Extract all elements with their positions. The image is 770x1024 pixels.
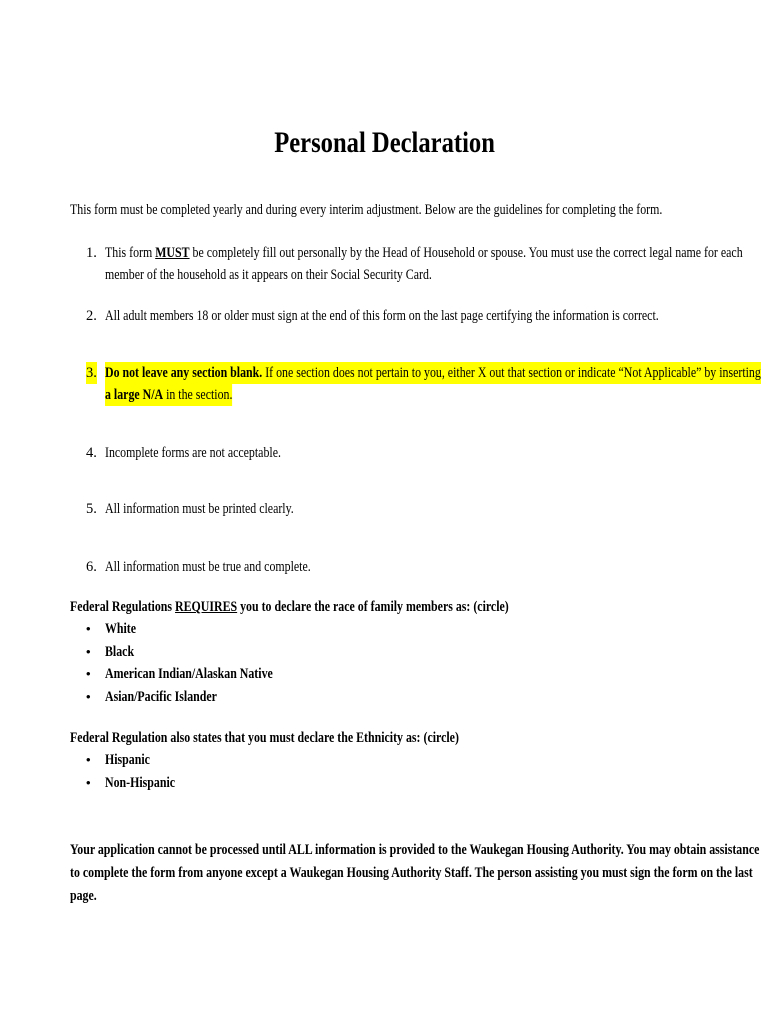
closing-line: page. <box>70 888 97 904</box>
bullet-icon: • <box>86 621 91 636</box>
must-emphasis: MUST <box>155 245 190 261</box>
requires-emphasis: REQUIRES <box>175 599 238 615</box>
item-text-line: Incomplete forms are not acceptable. <box>105 445 281 461</box>
ethnicity-heading: Federal Regulation also states that you must declare the Ethnicity as: (circle) <box>70 730 459 746</box>
intro-paragraph: This form must be completed yearly and during every interim adjustment. Below are the guidelines for completing the form. <box>70 202 663 218</box>
document-page: Personal Declaration This form must be completed yearly and during every interim adjustment. Below are the guidelines for completing the form. 1. This form MUST be completely fill out personally by the Head of Household or spouse. You must use the correct legal name for each member of the household as it appears on their Social Security Card. 2. All adult members 18 or older must sign at the end of this form on the last page certifying the information is correct. 3. Do not leave any section blank. If one section does not pertain to you, either X out that section or indicate “Not Applicable” by inserting a large N/A in the section. 4. Incomplete forms are not acceptable. 5. All information must be printed clearly. 6. All information must be true and complete. Federal Regulations REQUIRES you to declare the race of family members as: (circle) • White • Black • American Indian/Alaskan Native • Asian/Pacific Islander Federal Regulation also states that you must declare the Ethnicity as: (circle) • Hispanic • Non-Hispanic Your application cannot be processed until ALL information is provided to the Waukegan Housing Authority. You may obtain assistance to complete the form from anyone except a Waukegan Housing Authority Staff. The person assisting you must sign the form on the last page. <box>0 0 770 1024</box>
bullet-icon: • <box>86 752 91 767</box>
item-text-line: a large N/A in the section. <box>105 384 260 406</box>
item-text-line: All adult members 18 or older must sign at the end of this form on the last page certifying the information is correct. <box>105 308 659 324</box>
race-heading: Federal Regulations REQUIRES you to declare the race of family members as: (circle) <box>70 599 509 615</box>
item-number: 6. <box>86 559 97 575</box>
closing-line: to complete the form from anyone except a Waukegan Housing Authority Staff. The person assisting you must sign the form on the last <box>70 865 753 881</box>
closing-paragraph <box>70 839 770 908</box>
item-number: 2. <box>86 308 97 324</box>
item-number: 4. <box>86 445 97 461</box>
no-blank-emphasis: Do not leave any section blank. <box>105 365 263 381</box>
item-text-line: member of the household as it appears on their Social Security Card. <box>105 267 432 283</box>
item-number: 3. <box>86 362 97 384</box>
item-text-line: This form MUST be completely fill out personally by the Head of Household or spouse. You must use the correct legal name for each <box>105 245 743 261</box>
item-text-line: All information must be true and complete. <box>105 559 311 575</box>
item-text-line: Do not leave any section blank. If one section does not pertain to you, either X out that section or indicate “Not Applicable” by inserting <box>105 362 770 384</box>
page-title: Personal Declaration <box>274 126 496 159</box>
closing-line: Your application cannot be processed until ALL information is provided to the Waukegan Housing Authority. You may obtain assistance <box>70 842 760 858</box>
item-number: 1. <box>86 245 97 261</box>
na-emphasis: a large N/A <box>105 387 164 403</box>
bullet-icon: • <box>86 644 91 659</box>
bullet-icon: • <box>86 666 91 681</box>
item-number: 5. <box>86 501 97 517</box>
bullet-icon: • <box>86 775 91 790</box>
item-text-line: All information must be printed clearly. <box>105 501 294 517</box>
bullet-icon: • <box>86 689 91 704</box>
